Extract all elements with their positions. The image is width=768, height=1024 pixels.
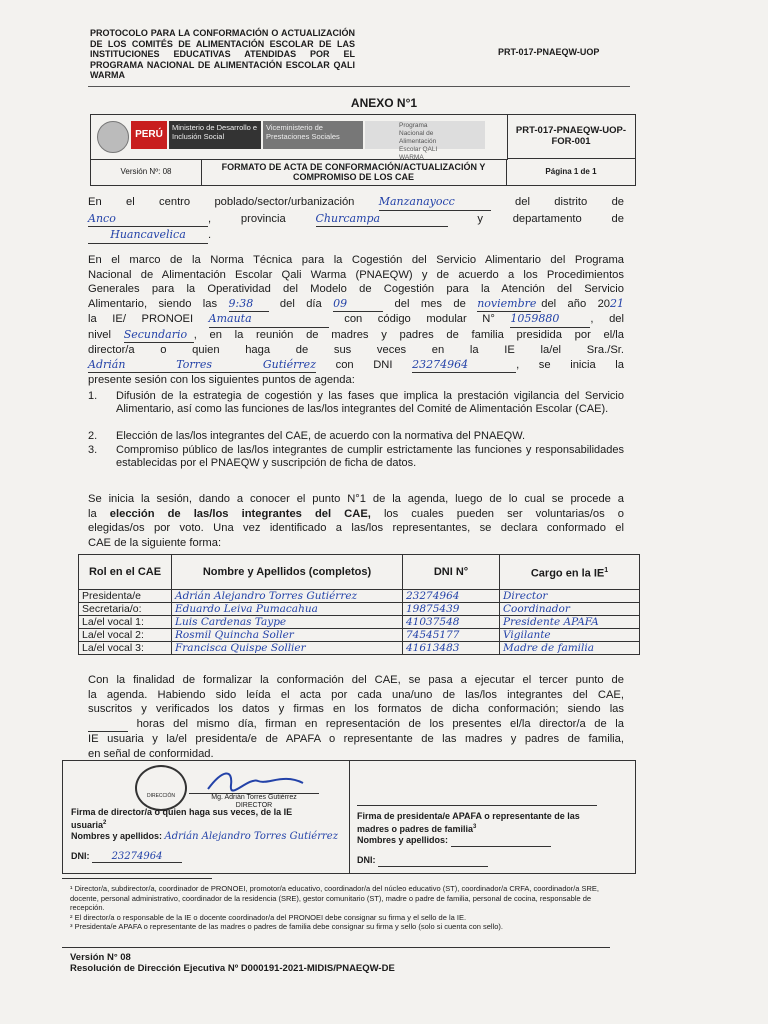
intro-text-5b: con código modular N° [344,313,495,325]
footer-divider [62,947,610,948]
agenda-item-text: Elección de las/los integrantes del CAE, de acuerdo con la normativa del PNAEQW. [116,430,526,442]
table-row [79,616,640,629]
table-row [79,590,640,603]
location-paragraph [88,195,624,244]
header-rol: Rol en el CAE [79,555,172,590]
cell-rol: La/el vocal 1: [79,616,172,629]
right-dni-label: DNI: [357,855,376,865]
cell-cargo: Madre de familia [500,642,640,655]
cell-dni: 41037548 [403,616,500,629]
provincia-value: Churcampa [316,212,448,228]
anio-value: 21 [610,296,625,310]
right-name-label: Nombres y apellidos: [357,835,449,845]
left-dni-value: 23274964 [92,851,182,863]
closing-line-6: en señal de conformidad. [88,747,214,760]
cell-rol: La/el vocal 3: [79,642,172,655]
protocol-code: PRT-017-PNAEQW-UOP [498,47,600,57]
cell-dni: 74545177 [403,629,500,642]
ie-stamp-icon: DIRECCIÓN [135,765,187,811]
location-text-3: , provincia [208,212,286,225]
format-header-box [90,114,636,186]
cell-rol: Secretaria/o: [79,603,172,616]
peru-seal-icon [97,121,129,153]
cell-dni: 41613483 [403,642,500,655]
agenda-item-number: 1. [88,390,98,402]
intro-line-2: Nacional de Alimentación Escolar Qali Warma (PNAEQW) y de acuerdo a los Procedimientos [88,268,624,281]
program-label: Programa Nacional de Alimentación Escolar QALI WARMA [365,121,485,149]
closing-paragraph [88,673,624,761]
intro-line-9: presente sesión con los siguientes puntos de agenda: [88,374,355,386]
signature-box: DIRECCIÓN Mg. Adrián Torres Gutiérrez DIRECTOR Firma de director/a o quien haga sus veces, de la IE usuaria$^2$ Nombres y apellidos: Adrián Alejandro Torres Gutiérrez DNI: 23274964 Firma de presidenta/e APAFA o representante de las madres o padres de familia$^3$ Nombres y apellidos: DNI: [62,760,636,874]
left-name-label: Nombres y apellidos: [71,831,163,841]
annex-title: ANEXO N°1 [350,96,418,110]
intro-text-4a: Alimentario, siendo las [88,297,218,310]
location-text-5: . [208,229,212,241]
logo-cell [91,115,508,160]
footnote-divider [62,878,212,879]
closing-line-5: IE usuaria y la/el presidenta/e de APAFA o representante de las madres y padres de familia, [88,733,624,745]
peru-label: PERÚ [131,121,167,149]
codigo-modular-value: 1059880 [510,312,590,328]
table-row [79,629,640,642]
agenda-list [88,390,624,482]
protocol-title: PROTOCOLO PARA LA CONFORMACIÓN O ACTUALIZACIÓN DE LOS COMITÉS DE ALIMENTACIÓN ESCOLAR DE LAS INSTITUCIONES EDUCATIVAS ATENDIDAS POR EL PROGRAMA NACIONAL DE ALIMENTACIÓN ESCOLAR QALI WARMA [90,28,355,80]
closing-line-3: suscritos y verificados los datos y firmas en los formatos de dicha conformación; siendo las [88,703,624,715]
version-label: Versión Nº: 08 [91,159,202,185]
form-code: PRT-017-PNAEQW-UOP-FOR-001 [507,115,635,159]
left-signature-label: Firma de director/a o quien haga sus veces, de la IE [71,807,293,817]
cell-cargo: Vigilante [500,629,640,642]
dia-value: 09 [333,297,383,313]
viceministry-label: Viceministerio de Prestaciones Sociales [263,121,363,149]
cell-nombre: Francisca Quispe Sollier [172,642,403,655]
intro-text-6a: nivel [88,328,112,341]
intro-text-8b: con DNI [335,358,393,371]
table-row [79,603,640,616]
header-divider [88,86,630,87]
intro-text-5a: la IE/ PRONOEI [88,313,194,325]
cell-nombre: Adrián Alejandro Torres Gutiérrez [172,590,403,603]
location-text-2: del distrito de [515,196,625,208]
left-signature-label-2: usuaria [71,820,104,830]
cell-cargo: Director [500,590,640,603]
cell-nombre: Luis Cardenas Taype [172,616,403,629]
closing-line-2: la agenda. Habiendo sido leída el acta por cada una/uno de las/los integrantes del CAE, [88,688,624,701]
session-paragraph [88,492,624,550]
header-nombre: Nombre y Apellidos (completos) [172,555,403,590]
dni-value: 23274964 [412,358,516,374]
session-text-2b: elección de las/los integrantes del CAE, [109,507,371,520]
page-label: Página 1 de 1 [545,167,597,176]
nivel-value: Secundario [124,328,194,344]
session-line-1: Se inicia la sesión, dando a conocer el punto N°1 de la agenda, luego de lo cual se procede a [88,493,624,505]
cell-rol: La/el vocal 2: [79,629,172,642]
session-text-2c: los cuales pueden ser voluntarias/os o [370,507,624,520]
cell-cargo: Coordinador [500,603,640,616]
right-signature-label: Firma de presidenta/e APAFA o representante de las [357,811,580,821]
intro-paragraph [88,253,624,388]
horas-blank [88,717,128,733]
cell-dni: 23274964 [403,590,500,603]
intro-text-4c: del mes de [394,297,466,310]
ie-value: Amauta [209,312,329,328]
right-signature-line [357,805,597,806]
cell-dni: 19875439 [403,603,500,616]
distrito-value: Anco [88,212,208,228]
hora-value: 9:38 [229,297,269,313]
intro-text-6b: , en la reunión de madres y padres de familia presidida por el/la [193,328,625,341]
agenda-item-text: Difusión de la estrategia de cogestión y las fases que implica la prestación vigilancia del Servicio Alimentario, así como las funciones de las/los integrantes del Comité de Alimentación Escolar (CAE). [116,390,624,415]
intro-line-7: director/a o quien haga de sus veces en la IE la/el Sra./Sr. [88,344,624,356]
intro-line-1: En el marco de la Norma Técnica para la Cogestión del Servicio Alimentario del Programa [88,254,624,266]
cae-members-table [78,554,640,655]
session-line-4: CAE de la siguiente forma: [88,536,222,549]
agenda-item-number: 2. [88,430,98,442]
header-dni: DNI N° [403,555,500,590]
signature-divider [349,761,350,873]
footnote-2: ² El director/a o responsable de la IE o docente coordinador/a del PRONOEI debe consignar su firma y el sello de la IE. [70,912,467,922]
intro-text-8c: , se inicia la [516,358,624,371]
mes-value: noviembre [477,297,541,313]
intro-text-4d: del año 20 [541,297,611,310]
right-signature-label-2: madres o padres de familia [357,824,474,834]
table-row [79,642,640,655]
format-title: FORMATO DE ACTA DE CONFORMACIÓN/ACTUALIZACIÓN Y COMPROMISO DE LOS CAE [201,159,507,185]
cell-rol: Presidenta/e [79,590,172,603]
location-text-1: En el centro poblado/sector/urbanización [88,196,355,208]
intro-line-3: Generales para la Operatividad del Modelo de Cogestión para la Atención del Servicio [88,283,624,295]
closing-line-1: Con la finalidad de formalizar la conformación del CAE, se pasa a ejecutar el tercer punto de [88,674,624,686]
footnote-1: ¹ Director/a, subdirector/a, coordinador de PRONOEI, promotor/a educativo, coordinador/a del núcleo educativo (ST), coordinador/a CRFA, coordinador/a SRE, docente, personal administrativo, coordinador de la residencia (SRE), gestor comunitario (ST), madre o padre de familia, personal de cocina, responsable de recepción. [70,884,600,912]
session-line-3: elegidas/os por voto. Una vez identificado a las/los representantes, se declara conformado el [88,522,624,534]
cell-nombre: Eduardo Leiva Pumacahua [172,603,403,616]
footer-resolution: Resolución de Dirección Ejecutiva Nº D000191-2021-MIDIS/PNAEQW-DE [70,963,395,974]
closing-line-4: horas del mismo día, firman en representación de los presentes el/la director/a de la [136,717,624,730]
cell-cargo: Presidente APAFA [500,616,640,629]
director-value: Adrián Torres Gutiérrez [88,358,316,374]
footnotes [70,884,620,932]
footnote-3: ³ Presidenta/e APAFA o representante de las madres o padres de familia debe consignar su firma y sello (solo si cuenta con sello). [70,922,504,931]
session-text-2a: la [88,507,110,520]
departamento-value: Huancavelica [88,228,208,244]
header-cargo: Cargo en la $IE^1$ [500,555,640,590]
centro-poblado-value: Manzanayocc [379,195,491,211]
agenda-item-text: Compromiso público de las/los integrantes de cumplir estrictamente las funciones y responsabilidades establecidas por el PNAEQW y suscripción de ficha de datos. [116,444,624,469]
table-header-row [79,555,640,590]
left-name-value: Adrián Alejandro Torres Gutiérrez [164,831,338,842]
footer-version: Versión N° 08 [70,952,131,963]
location-text-4: y departamento de [477,212,624,225]
ministry-label: Ministerio de Desarrollo e Inclusión Social [169,121,261,149]
left-dni-label: DNI: [71,851,90,861]
agenda-item-number: 3. [88,444,98,456]
cell-nombre: Rosmil Quincha Soller [172,629,403,642]
stamp-role: DIRECTOR [235,802,273,809]
intro-text-5c: , del [590,313,625,325]
intro-text-4b: del día [279,297,322,310]
stamp-name: Mg. Adrián Torres Gutiérrez [211,794,297,801]
